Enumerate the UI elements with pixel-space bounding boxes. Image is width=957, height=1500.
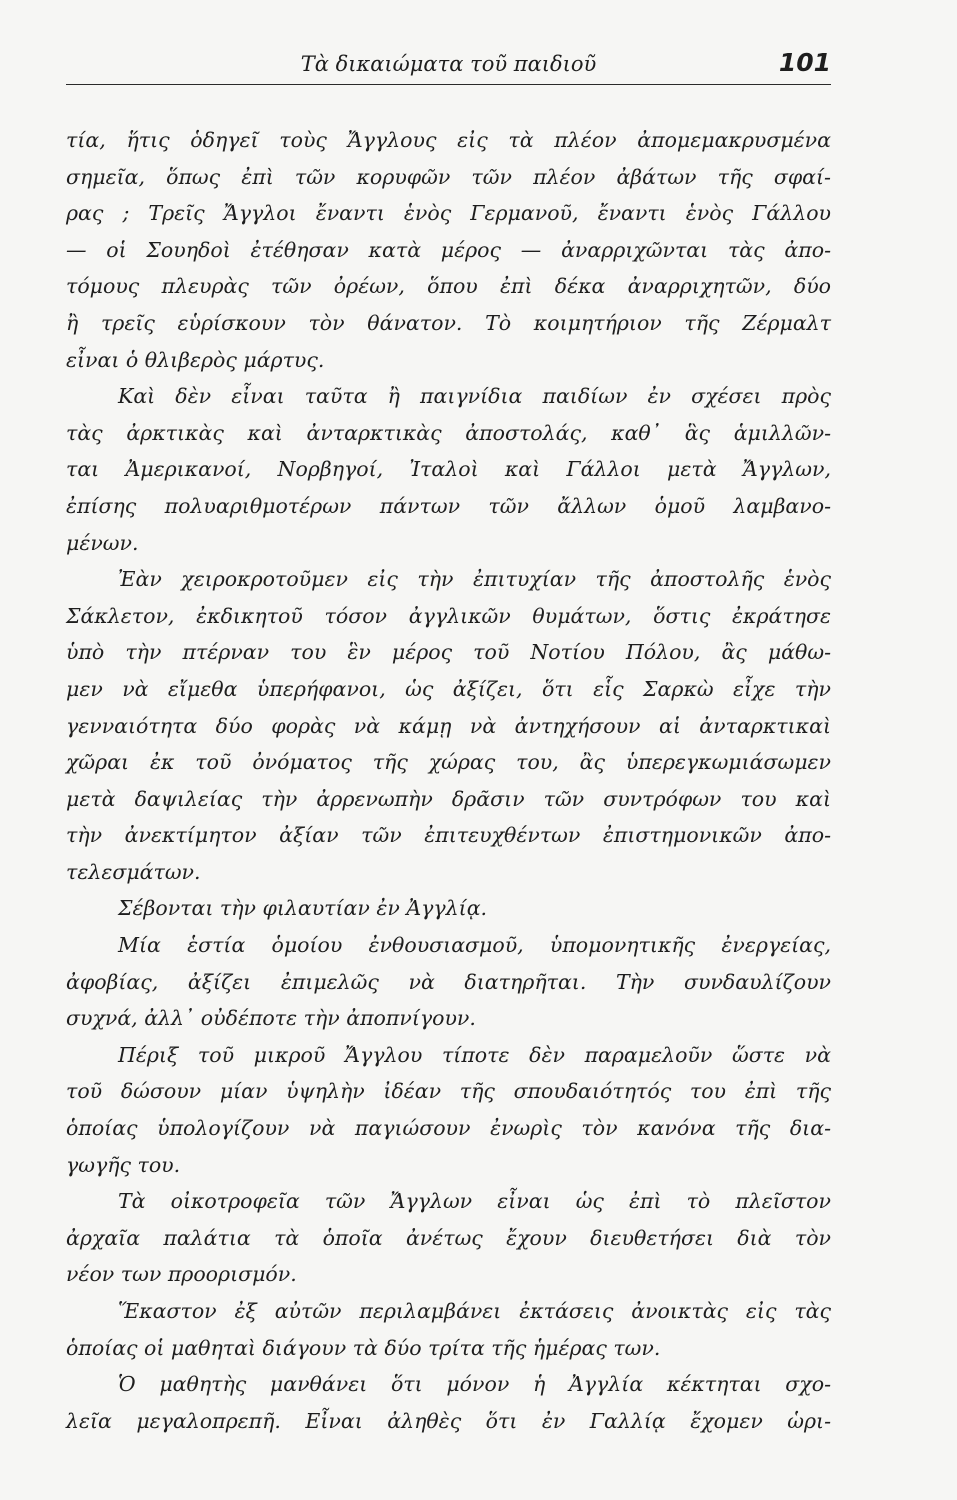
text-line: νέον των προορισμόν. xyxy=(66,1262,297,1287)
text-line: Τὰ οἰκοτροφεῖα τῶν Ἄγγλων εἶναι ὡς ἐπὶ τὸ πλεῖστον xyxy=(118,1189,831,1214)
text-line: ἀφοβίας, ἀξίζει ἐπιμελῶς νὰ διατηρῆται. Τὴν συνδαυλίζουν xyxy=(66,969,831,994)
text-line: γενναιότητα δύο φορὰς νὰ κάμῃ νὰ ἀντηχήσουν αἱ ἀνταρκτικαὶ xyxy=(66,713,831,738)
text-line: Ἕκαστον ἐξ αὐτῶν περιλαμβάνει ἐκτάσεις ἀνοικτὰς εἰς τὰς xyxy=(118,1299,831,1323)
text-line: ὁποίας ὑπολογίζουν νὰ παγιώσουν ἐνωρὶς τὸν κανόνα τῆς δια- xyxy=(66,1116,831,1141)
text-line: τοῦ δώσουν μίαν ὑψηλὴν ἰδέαν τῆς σπουδαιότητός του ἐπὶ τῆς xyxy=(66,1079,831,1104)
text-line: — οἱ Σουηδοὶ ἐτέθησαν κατὰ μέρος — ἀναρριχῶνται τὰς ἀπο- xyxy=(66,237,831,262)
running-title: Τὰ δικαιώματα τοῦ παιδιοῦ xyxy=(300,52,597,76)
text-line: Σέβονται τὴν φιλαυτίαν ἐν Ἀγγλίᾳ. xyxy=(118,896,488,921)
text-line: ὁποίας οἱ μαθηταὶ διάγουν τὰ δύο τρίτα τῆς ἡμέρας των. xyxy=(66,1335,661,1360)
text-line: μένων. xyxy=(66,530,139,555)
text-line: ἢ τρεῖς εὑρίσκουν τὸν θάνατον. Τὸ κοιμητήριον τῆς Ζέρμαλτ xyxy=(66,310,831,335)
text-line: χῶραι ἐκ τοῦ ὀνόματος τῆς χώρας του, ἂς ὑπερεγκωμιάσωμεν xyxy=(66,750,831,775)
text-line: Μία ἑστία ὁμοίου ἐνθουσιασμοῦ, ὑπομονητικῆς ἐνεργείας, xyxy=(118,933,831,958)
text-line: Καὶ δὲν εἶναι ταῦτα ἢ παιγνίδια παιδίων ἐν σχέσει πρὸς xyxy=(118,384,831,409)
text-line: ὑπὸ τὴν πτέρναν του ἓν μέρος τοῦ Νοτίου Πόλου, ἂς μάθω- xyxy=(66,640,831,665)
text-line: Ὁ μαθητὴς μανθάνει ὅτι μόνον ἡ Ἀγγλία κέκτηται σχο- xyxy=(118,1372,831,1397)
text-line: μεν νὰ εἴμεθα ὑπερήφανοι, ὡς ἀξίζει, ὅτι εἷς Σαρκὼ εἶχε τὴν xyxy=(66,676,831,701)
text-line: εἶναι ὁ θλιβερὸς μάρτυς. xyxy=(66,347,325,372)
body-text xyxy=(66,122,831,1439)
text-line: τὴν ἀνεκτίμητον ἀξίαν τῶν ἐπιτευχθέντων ἐπιστημονικῶν ἀπο- xyxy=(66,823,831,848)
text-line: μετὰ δαψιλείας τὴν ἀρρενωπὴν δρᾶσιν τῶν συντρόφων του καὶ xyxy=(66,786,831,811)
text-line: ἀρχαῖα παλάτια τὰ ὁποῖα ἀνέτως ἔχουν διευθετήσει διὰ τὸν xyxy=(66,1225,831,1250)
text-line: τὰς ἀρκτικὰς καὶ ἀνταρκτικὰς ἀποστολάς, καθ᾽ ἃς ἁμιλλῶν- xyxy=(66,420,831,445)
text-line: τία, ἥτις ὁδηγεῖ τοὺς Ἄγγλους εἰς τὰ πλέον ἀπομεμακρυσμένα xyxy=(66,128,831,152)
text-line: λεῖα μεγαλοπρεπῆ. Εἶναι ἀληθὲς ὅτι ἐν Γαλλίᾳ ἔχομεν ὡρι- xyxy=(66,1408,831,1433)
text-line: γωγῆς του. xyxy=(66,1152,181,1177)
text-line: σημεῖα, ὅπως ἐπὶ τῶν κορυφῶν τῶν πλέον ἀβάτων τῆς σφαί- xyxy=(66,164,831,189)
text-line: συχνά, ἀλλ᾽ οὐδέποτε τὴν ἀποπνίγουν. xyxy=(66,1006,476,1031)
text-line: τελεσμάτων. xyxy=(66,859,201,884)
text-line: Σάκλετον, ἐκδικητοῦ τόσον ἀγγλικῶν θυμάτων, ὅστις ἐκράτησε xyxy=(66,603,831,628)
text-line: ται Ἀμερικανοί, Νορβηγοί, Ἰταλοὶ καὶ Γάλλοι μετὰ Ἄγγλων, xyxy=(66,457,831,482)
page-header xyxy=(66,42,831,85)
text-line: Πέριξ τοῦ μικροῦ Ἄγγλου τίποτε δὲν παραμελοῦν ὥστε νὰ xyxy=(118,1042,831,1067)
text-line: ἐπίσης πολυαριθμοτέρων πάντων τῶν ἄλλων ὁμοῦ λαμβανο- xyxy=(66,493,831,518)
text-line: Ἐὰν χειροκροτοῦμεν εἰς τὴν ἐπιτυχίαν τῆς ἀποστολῆς ἑνὸς xyxy=(118,567,831,592)
text-line: ρας ; Τρεῖς Ἄγγλοι ἔναντι ἑνὸς Γερμανοῦ, ἔναντι ἑνὸς Γάλλου xyxy=(66,201,831,226)
text-line: τόμους πλευρὰς τῶν ὀρέων, ὅπου ἐπὶ δέκα ἀναρριχητῶν, δύο xyxy=(66,274,831,299)
page-number: 101 xyxy=(778,48,831,77)
